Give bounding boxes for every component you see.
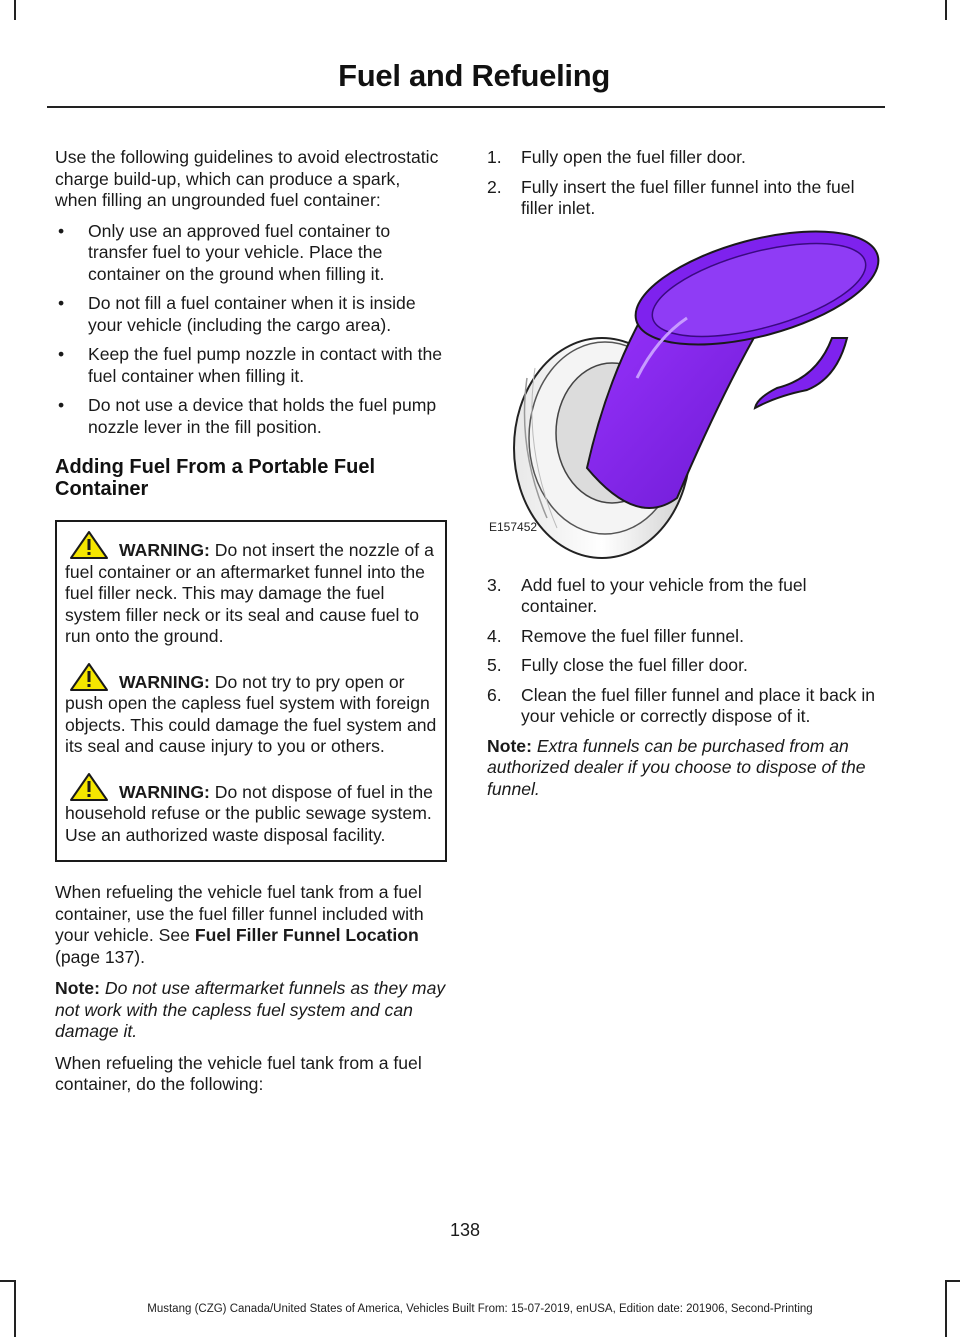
warning-label: WARNING:: [119, 781, 210, 802]
step-text: Add fuel to your vehicle from the fuel container.: [521, 574, 807, 616]
step-text: Remove the fuel filler funnel.: [521, 625, 744, 646]
crop-mark: [947, 1280, 960, 1282]
note-text: Do not use aftermarket funnels as they may not work with the capless fuel system and can damage it.: [55, 978, 446, 1041]
step-text: Fully insert the fuel filler funnel into the fuel filler inlet.: [521, 176, 855, 218]
cross-reference-link[interactable]: Fuel Filler Funnel Location: [194, 925, 419, 945]
page-reference: (page 137).: [55, 946, 145, 967]
step-number: 6.: [487, 684, 502, 705]
warning-label: WARNING:: [119, 671, 210, 692]
step-number: 2.: [487, 176, 502, 197]
funnel-inlet-image: [487, 228, 882, 563]
intro-paragraph: Use the following guidelines to avoid electrostatic charge build-up, which can produce a spark, when filling an ungrounded fuel container:: [55, 147, 439, 210]
section-heading: Adding Fuel From a Portable Fuel Container: [55, 456, 376, 500]
left-column: [55, 147, 447, 1106]
figure-code: E157452: [489, 519, 538, 534]
procedure-intro: When refueling the vehicle fuel tank from a fuel container, do the following:: [55, 1052, 422, 1094]
step-text: Clean the fuel filler funnel and place it back in your vehicle or correctly dispose of it.: [521, 684, 876, 726]
step-text: Fully open the fuel filler door.: [521, 147, 746, 167]
page-number: 138: [449, 1220, 481, 1240]
step-item: [487, 575, 882, 618]
note-label: Note:: [487, 735, 532, 756]
warning-item: [65, 530, 437, 648]
list-item: • Do not fill a fuel container when it is inside your vehicle (including the cargo area).: [55, 293, 447, 336]
note: [55, 978, 447, 1043]
warning-label: WARNING:: [119, 540, 210, 560]
warning-text: Do not insert the nozzle of a fuel container or an aftermarket funnel into the fuel filler neck. This may damage the fuel system filler neck or its seal and cause fuel to run onto the ground.: [65, 540, 434, 646]
step-item: [487, 685, 882, 728]
warning-triangle-icon: [65, 530, 117, 560]
warning-triangle-icon: [65, 662, 117, 692]
list-item: • Keep the fuel pump nozzle in contact with the fuel container when filling it.: [55, 344, 447, 387]
note-label: Note:: [55, 978, 100, 998]
guideline-list: [55, 221, 447, 439]
step-item: [487, 626, 882, 648]
note-text: Extra funnels can be purchased from an authorized dealer if you choose to dispose of the funnel.: [487, 735, 866, 799]
right-column: [487, 147, 882, 810]
warning-box: [55, 520, 447, 862]
procedure-steps: [487, 575, 882, 728]
page-title: Fuel and Refueling: [338, 58, 610, 93]
note: [487, 736, 882, 801]
paragraph-text: When refueling the vehicle fuel tank from a fuel container, use the fuel filler funnel included with your vehicle. See: [55, 882, 424, 945]
funnel-illustration: [487, 228, 882, 563]
warning-triangle-icon: [65, 772, 117, 802]
crop-mark: [14, 0, 16, 20]
step-number: 4.: [487, 625, 502, 646]
crop-mark: [0, 1280, 14, 1282]
step-item: [487, 177, 882, 220]
step-text: Fully close the fuel filler door.: [521, 655, 748, 675]
step-number: 5.: [487, 655, 502, 675]
funnel-paragraph: [55, 882, 447, 968]
step-item: [487, 147, 882, 169]
procedure-steps: [487, 147, 882, 220]
list-item: • Only use an approved fuel container to transfer fuel to your vehicle. Place the container on the ground when filling it.: [55, 221, 447, 286]
warning-text: Do not try to pry open or push open the capless fuel system with foreign objects. This could damage the fuel system and its seal and cause injury to you or others.: [65, 671, 437, 756]
warning-item: [65, 772, 437, 847]
header-divider: [47, 106, 885, 108]
crop-mark: [945, 0, 947, 20]
step-number: 3.: [487, 574, 502, 595]
step-number: 1.: [487, 147, 502, 167]
warning-text: Do not dispose of fuel in the household refuse or the public sewage system. Use an authorized waste disposal facility.: [65, 781, 433, 845]
step-item: [487, 655, 882, 677]
footer-text: Mustang (CZG) Canada/United States of America, Vehicles Built From: 15-07-2019, enUSA, Edition date: 201906, Second-Printing: [147, 1303, 813, 1315]
list-item: • Do not use a device that holds the fuel pump nozzle lever in the fill position.: [55, 395, 447, 438]
warning-item: [65, 662, 437, 758]
